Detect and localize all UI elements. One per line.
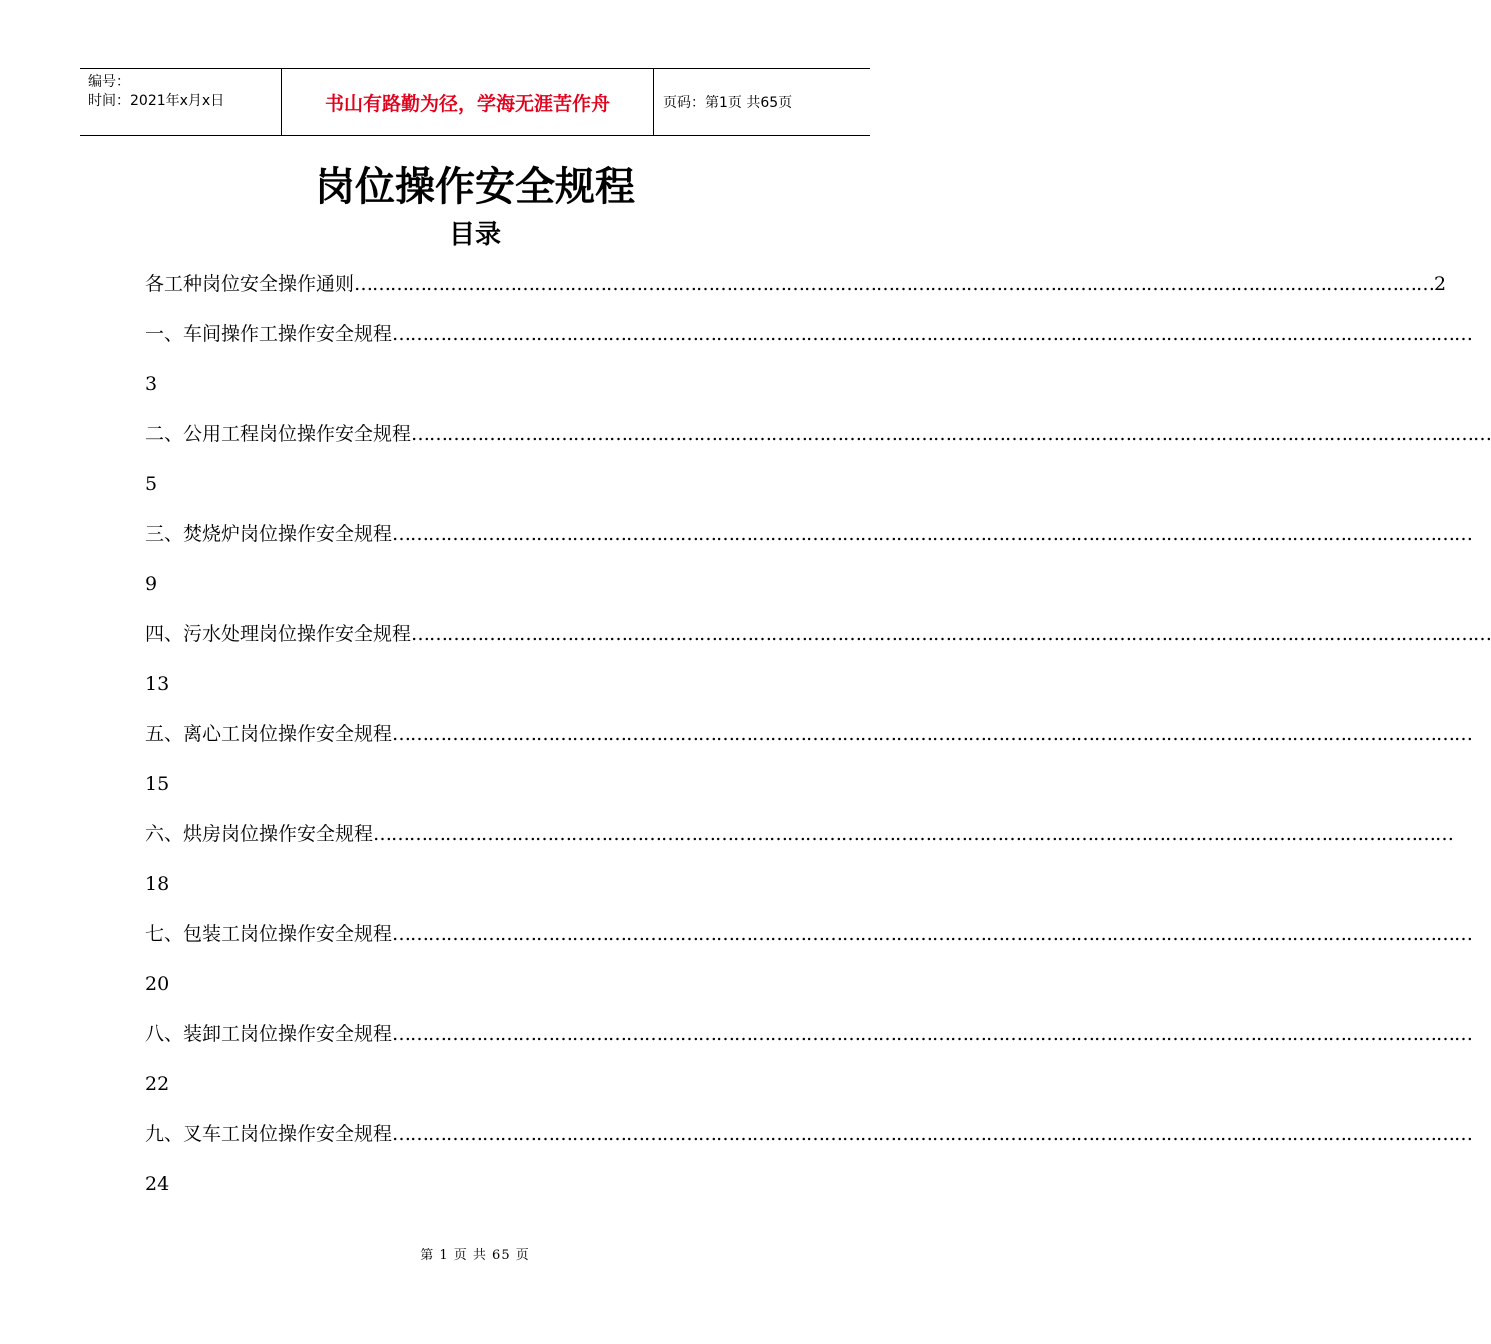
toc-entry-label: 五、离心工岗位操作安全规程 — [145, 723, 393, 745]
toc-entry-label: 九、叉车工岗位操作安全规程 — [145, 1123, 393, 1145]
toc-entry-label: 三、焚烧炉岗位操作安全规程 — [145, 523, 393, 545]
document-title: 岗位操作安全规程 — [315, 164, 635, 210]
toc-leader-dots: ……………………………………………………………………………………………………………………………………………………………… — [411, 423, 1491, 445]
toc-leader-dots: ……………………………………………………………………………………………………………………………………………………………… — [392, 1023, 1473, 1045]
toc-entry-page-line — [145, 566, 805, 616]
toc-entry-page: 20 — [145, 973, 170, 995]
toc-entry-label: 六、烘房岗位操作安全规程 — [145, 823, 374, 845]
toc-entry-label: 四、污水处理岗位操作安全规程 — [145, 623, 412, 645]
toc-leader-dots: ……………………………………………………………………………………………………………………………………………………………… — [373, 823, 1454, 845]
toc-entry-page-line — [145, 1066, 805, 1116]
toc-entry-page: 5 — [145, 473, 158, 495]
header-meta — [80, 69, 281, 135]
serial-label: 编号： — [88, 74, 130, 90]
toc-entry-label: 八、装卸工岗位操作安全规程 — [145, 1023, 393, 1045]
toc-leader-dots: ……………………………………………………………………………………………………………………………………………………………… — [392, 923, 1473, 945]
page-footer: 第 1 页 共 65 页 — [420, 1248, 530, 1263]
time-label: 时间：2021年x月x日 — [88, 93, 225, 109]
toc-entry-page-line — [145, 666, 805, 716]
toc-entry-label: 各工种岗位安全操作通则 — [145, 273, 355, 295]
toc-entry-page: 18 — [145, 873, 170, 895]
toc-entry — [145, 416, 1491, 466]
toc-leader-dots: ……………………………………………………………………………………………………………………………………………………………… — [392, 1123, 1473, 1145]
toc-heading: 目录 — [448, 220, 501, 250]
toc-entry-page: 13 — [145, 673, 170, 695]
table-of-contents — [145, 266, 1491, 1216]
toc-leader-dots: ……………………………………………………………………………………………………………………………………………………………… — [392, 723, 1473, 745]
toc-entry-page-line — [145, 366, 805, 416]
toc-leader-dots: ……………………………………………………………………………………………………………………………………………………………… — [392, 523, 1473, 545]
toc-entry — [145, 516, 1473, 566]
toc-entry-label: 七、包装工岗位操作安全规程 — [145, 923, 393, 945]
toc-entry-page: 15 — [145, 773, 170, 795]
toc-entry — [145, 916, 1473, 966]
toc-entry-page: 9 — [145, 573, 158, 595]
page-header — [80, 68, 870, 136]
toc-entry — [145, 616, 1491, 666]
toc-entry-page-line — [145, 1166, 805, 1216]
toc-entry — [145, 266, 1447, 316]
toc-entry — [145, 716, 1473, 766]
toc-entry-page: 22 — [145, 1073, 170, 1095]
header-motto: 书山有路勤为径，学海无涯苦作舟 — [281, 69, 654, 135]
toc-entry — [145, 316, 1473, 366]
toc-entry-page-line — [145, 866, 805, 916]
toc-entry-page: 2 — [1434, 273, 1447, 295]
toc-entry-page: 3 — [145, 373, 158, 395]
toc-leader-dots: ……………………………………………………………………………………………………………………………………………………………… — [354, 273, 1435, 295]
toc-entry — [145, 816, 1454, 866]
toc-entry-page-line — [145, 966, 805, 1016]
toc-entry-label: 二、公用工程岗位操作安全规程 — [145, 423, 412, 445]
header-page-info: 页码：第1页 共65页 — [663, 95, 793, 111]
toc-entry-page: 24 — [145, 1173, 170, 1195]
toc-entry-label: 一、车间操作工操作安全规程 — [145, 323, 393, 345]
toc-leader-dots: ……………………………………………………………………………………………………………………………………………………………… — [392, 323, 1473, 345]
toc-entry-page-line — [145, 766, 805, 816]
toc-leader-dots: ……………………………………………………………………………………………………………………………………………………………… — [411, 623, 1491, 645]
toc-entry — [145, 1016, 1473, 1066]
toc-entry-page-line — [145, 466, 805, 516]
toc-entry — [145, 1116, 1473, 1166]
